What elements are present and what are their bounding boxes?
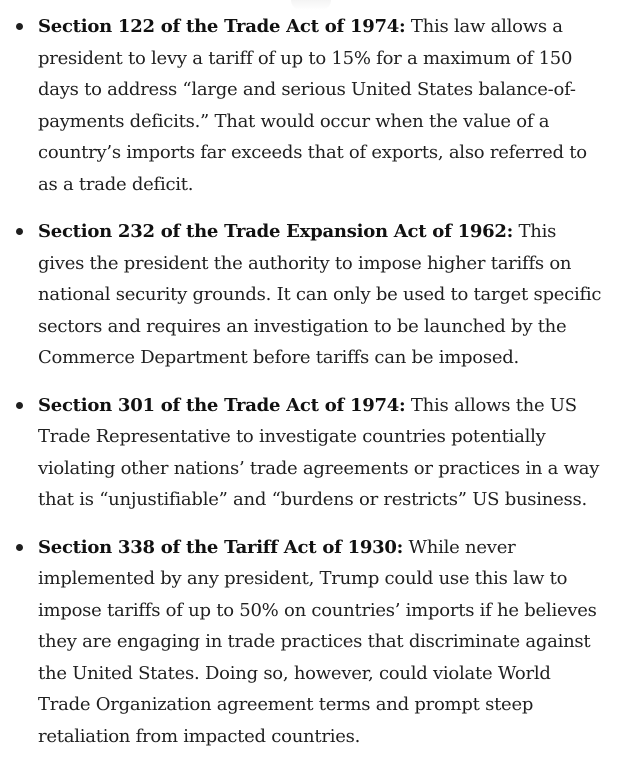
list-item-lead: Section 338 of the Tariff Act of 1930: [38, 536, 404, 558]
list-item-lead: Section 301 of the Trade Act of 1974: [38, 394, 406, 416]
bullet-icon [16, 544, 23, 551]
bullet-icon [16, 228, 23, 235]
top-fade-shape [291, 0, 331, 10]
list-item-lead: Section 122 of the Trade Act of 1974: [38, 16, 406, 37]
list-item-text: This law allows a president to levy a tariff of up to 15% for a maximum of 150 days to address “large and serious United States balance-of-payments deficits.” That would occur when the value of a country’s imports far exceeds that of exports, also referred to as a trade deficit. [38, 16, 587, 195]
list-item-text: This allows the US Trade Representative to investigate countries potentially violating other nations’ trade agreements or practices in a way that is “unjustifiable” and “burdens or restricts” US business. [38, 394, 600, 510]
list-item-section-232 [0, 216, 622, 374]
list-item-section-122 [0, 11, 622, 200]
list-item-section-338 [0, 532, 622, 753]
top-fade [0, 0, 622, 10]
bullet-icon [16, 402, 23, 409]
bullet-icon [16, 23, 23, 30]
list-item-section-301 [0, 390, 622, 516]
tariff-law-list [0, 11, 622, 768]
list-item-lead: Section 232 of the Trade Expansion Act of 1962: [38, 221, 514, 242]
list-item-text: This gives the president the authority to impose higher tariffs on national security grounds. It can only be used to target specific sectors and requires an investigation to be launched by the Commerce Department before tariffs can be imposed. [38, 221, 602, 368]
list-item-text: While never implemented by any president, Trump could use this law to impose tariffs of up to 50% on countries’ imports if he believes they are engaging in trade practices that discriminate against the United States. Doing so, however, could violate World Trade Organization agreement terms and prompt steep retaliation from impacted countries. [38, 536, 597, 747]
